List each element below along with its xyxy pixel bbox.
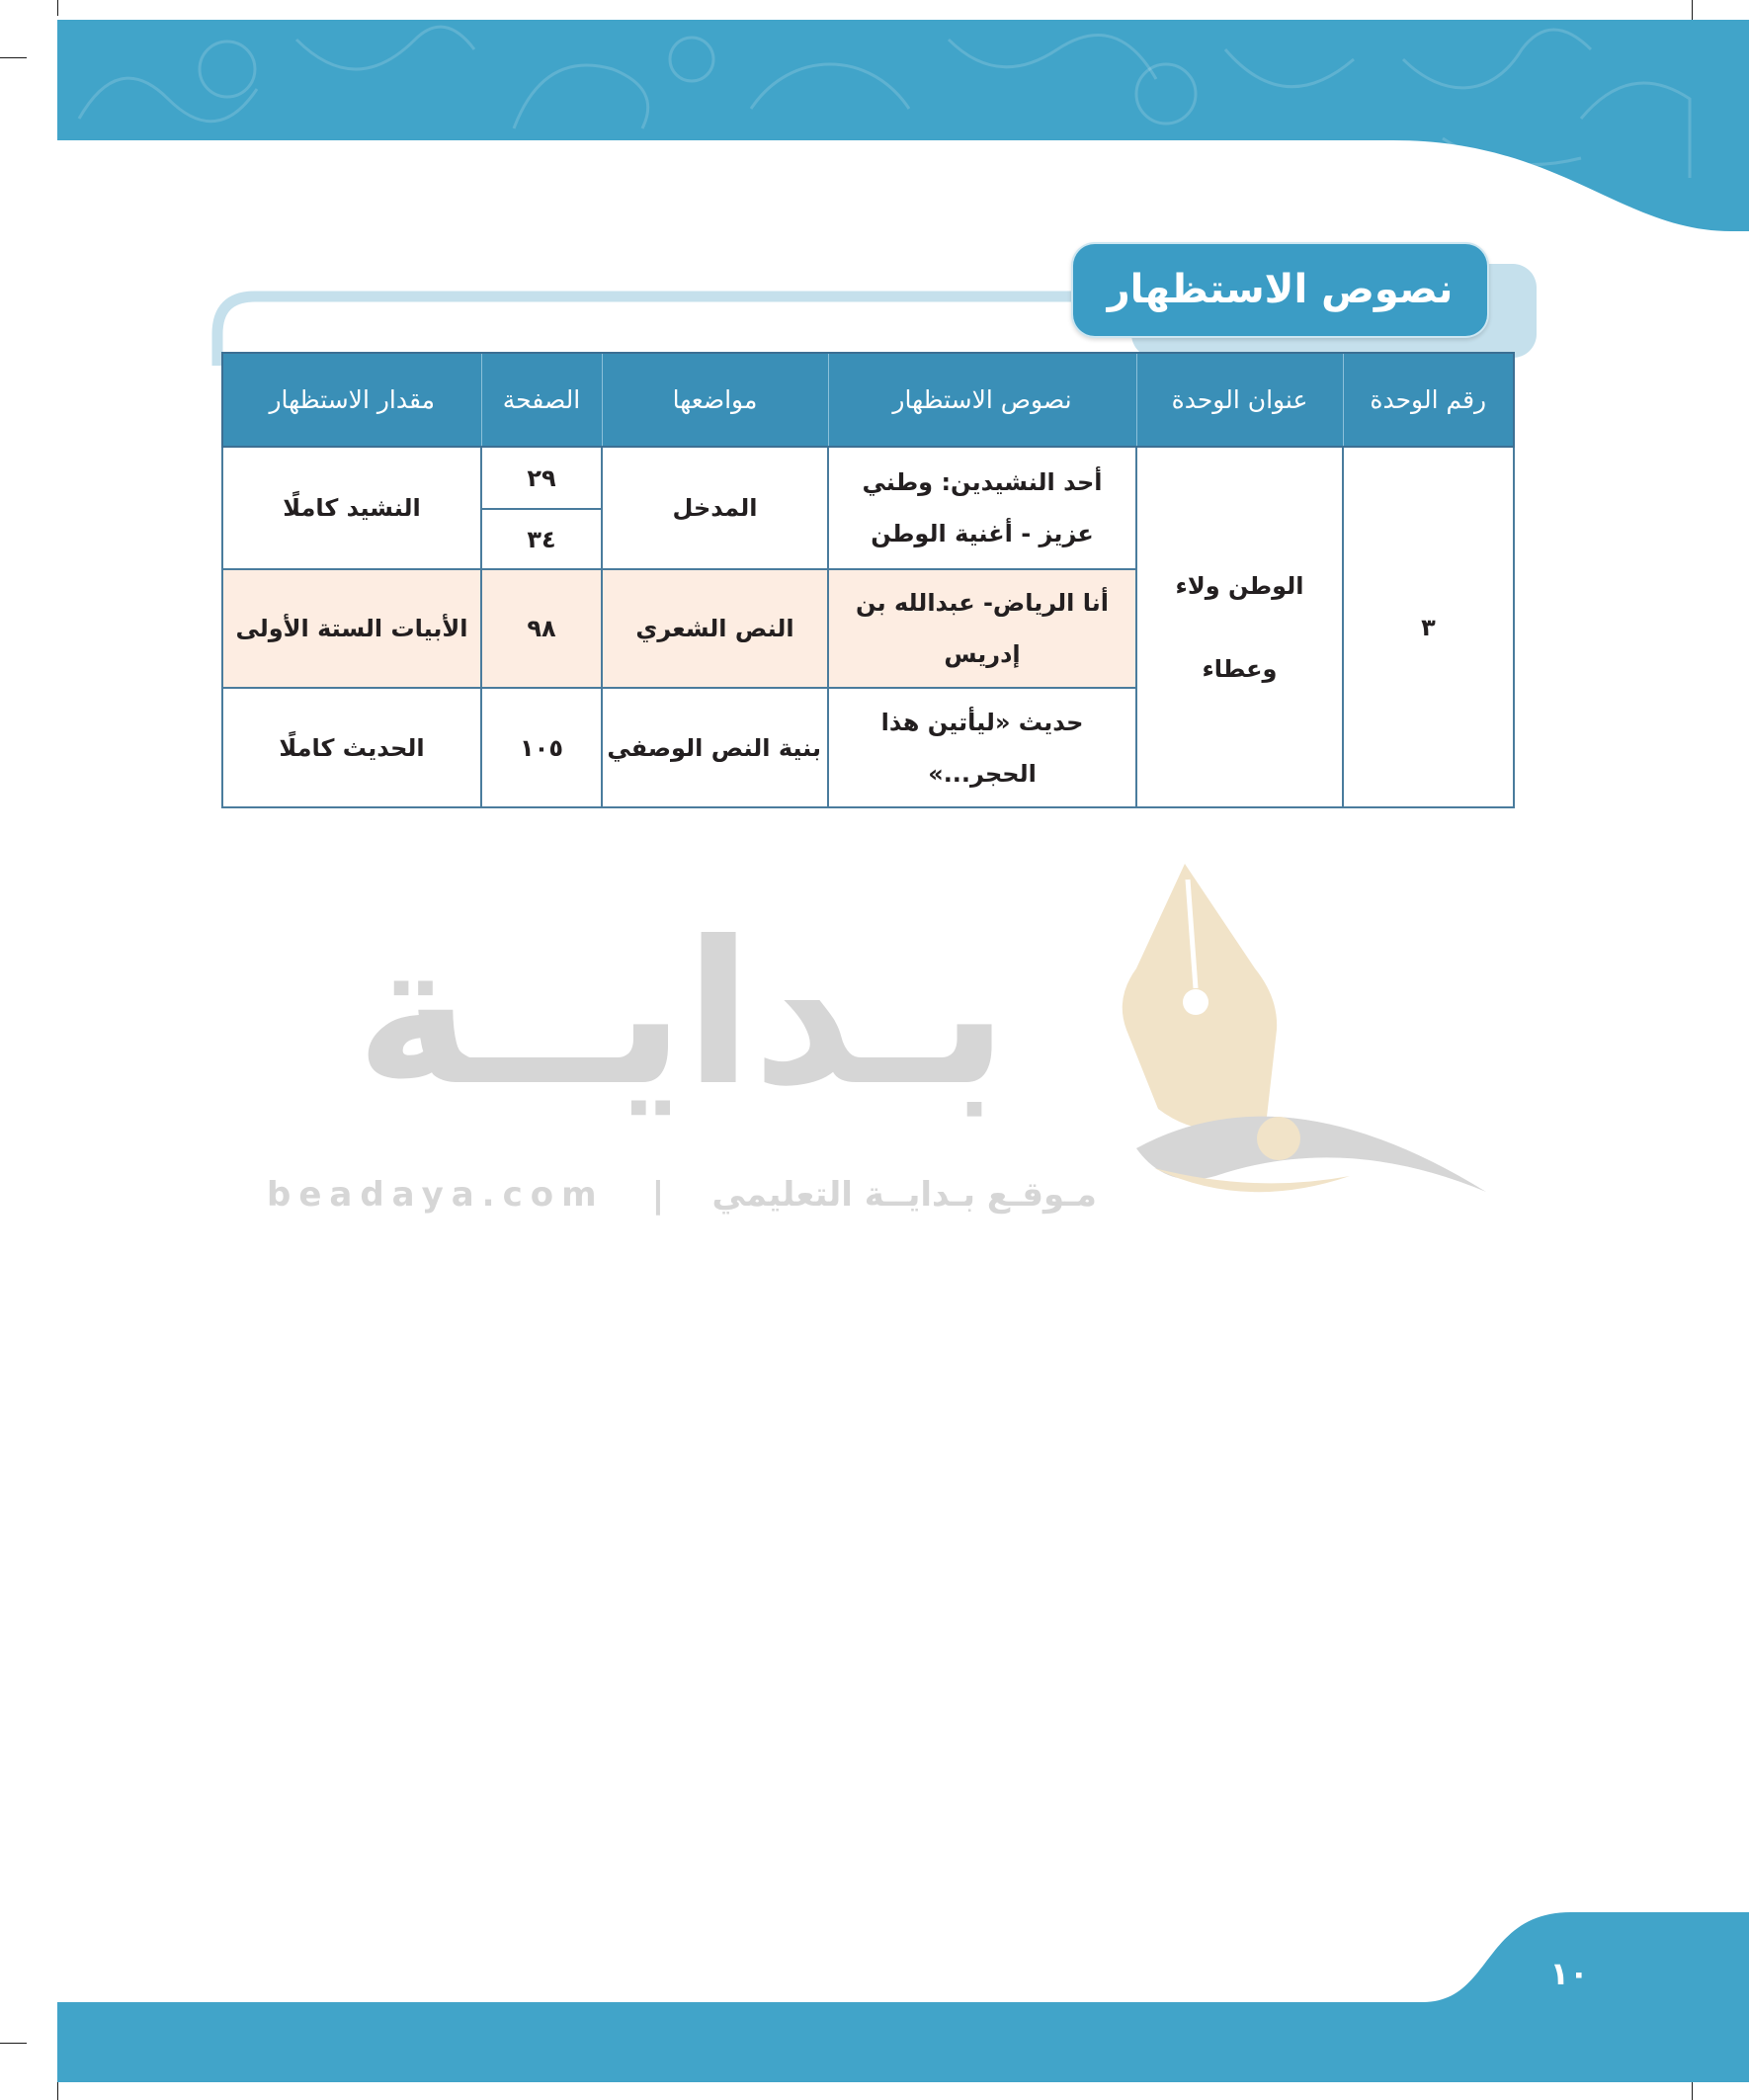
watermark-pen-nib-icon <box>1097 850 1512 1206</box>
location-cell: النص الشعري <box>602 569 828 688</box>
memorization-table <box>221 352 1515 808</box>
header-memorization-texts: نصوص الاستظهار <box>828 353 1136 447</box>
amount-cell: الحديث كاملًا <box>222 688 481 807</box>
watermark-separator: | <box>651 1174 665 1216</box>
watermark-logo-text: بـدايــة <box>355 899 1009 1130</box>
unit-title-cell <box>1136 447 1343 807</box>
text-line: حديث «ليأتين هذا <box>880 708 1084 736</box>
table-row <box>222 447 1514 509</box>
pen-dot <box>1257 1117 1300 1160</box>
location-cell: بنية النص الوصفي <box>602 688 828 807</box>
header-band <box>0 0 1749 237</box>
page-number: ١٠ <box>1549 1955 1589 1992</box>
text-line: أنا الرياض- عبدالله بن <box>855 589 1109 617</box>
header-amount: مقدار الاستظهار <box>222 353 481 447</box>
text-line: الحجر...» <box>928 759 1037 788</box>
text-line: إدريس <box>944 640 1021 668</box>
text-cell <box>828 569 1136 688</box>
header-unit-title: عنوان الوحدة <box>1136 353 1343 447</box>
page-cell: ٢٩ <box>481 447 602 509</box>
header-unit-number: رقم الوحدة <box>1343 353 1514 447</box>
watermark-site: beadaya.com <box>267 1175 605 1215</box>
footer-band <box>0 1897 1749 2100</box>
footer-band-shape <box>57 1912 1749 2082</box>
text-line: أحد النشيدين: وطني <box>862 468 1103 496</box>
amount-cell: النشيد كاملًا <box>222 447 481 569</box>
text-cell <box>828 688 1136 807</box>
table-header-row <box>222 353 1514 447</box>
unit-number-cell: ٣ <box>1343 447 1514 807</box>
header-page: الصفحة <box>481 353 602 447</box>
text-line: عزيز - أغنية الوطن <box>871 520 1094 547</box>
page-cell: ٩٨ <box>481 569 602 688</box>
page-cell: ٣٤ <box>481 509 602 569</box>
unit-title-line: الوطن ولاء <box>1175 571 1304 600</box>
amount-cell: الأبيات الستة الأولى <box>222 569 481 688</box>
unit-title-line: وعطاء <box>1202 654 1278 683</box>
text-cell <box>828 447 1136 569</box>
pen-nib-hole <box>1183 989 1208 1015</box>
location-cell: المدخل <box>602 447 828 569</box>
watermark-caption <box>267 1170 1097 1219</box>
watermark-text: مـوقـع بـدايــة التعليمي <box>711 1175 1097 1215</box>
header-locations: مواضعها <box>602 353 828 447</box>
page-cell: ١٠٥ <box>481 688 602 807</box>
section-title: نصوص الاستظهار <box>1071 242 1489 338</box>
